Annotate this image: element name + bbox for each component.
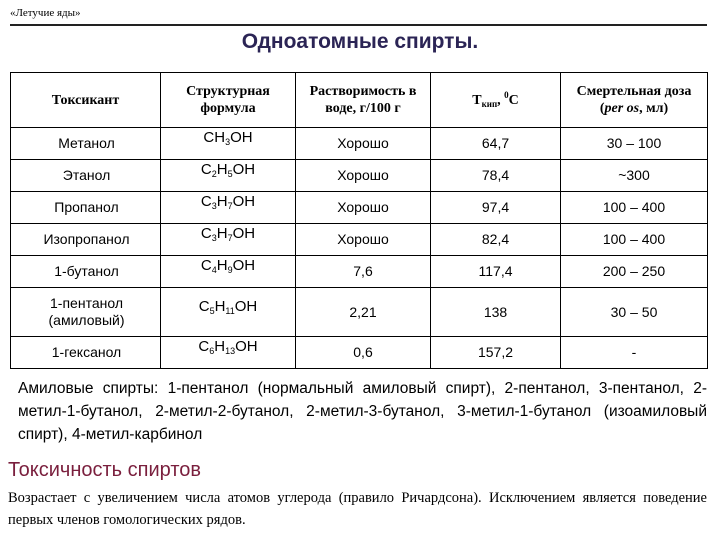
cell-lethal-dose: 30 – 100: [561, 128, 708, 160]
table-row: [11, 337, 708, 369]
toxicity-note: Возрастает с увеличением числа атомов углерода (правило Ричардсона). Исключением является поведение первых членов гомологических рядов.: [8, 490, 707, 528]
cell-lethal-dose: -: [561, 337, 708, 369]
cell-formula: $C_3H_7OH$: [161, 192, 296, 224]
section-title: Токсичность спиртов: [8, 459, 202, 481]
col-header-toxicant: Токсикант: [11, 73, 161, 128]
cell-toxicant: 1-пентанол (амиловый): [11, 288, 161, 337]
amyl-alcohols-paragraph: Амиловые спирты: 1-пентанол (нормальный амиловый спирт), 2-пентанол, 3-пентанол, 2-метил-1-бутанол, 2-метил-2-бутанол, 2-метил-3-бутанол, 3-метил-1-бутанол (изоамиловый спирт), 4-метил-карбинол: [18, 380, 707, 443]
cell-toxicant: 1-бутанол: [11, 256, 161, 288]
cell-solubility: 7,6: [296, 256, 431, 288]
cell-boiling-point: 82,4: [431, 224, 561, 256]
table-row: [11, 288, 708, 337]
cell-solubility: Хорошо: [296, 192, 431, 224]
cell-boiling-point: 78,4: [431, 160, 561, 192]
cell-solubility: 0,6: [296, 337, 431, 369]
cell-lethal-dose: 100 – 400: [561, 224, 708, 256]
cell-boiling-point: 138: [431, 288, 561, 337]
cell-toxicant: Пропанол: [11, 192, 161, 224]
table-row: [11, 160, 708, 192]
cell-formula: $C_2H_5OH$: [161, 160, 296, 192]
cell-formula: $C_6H_{13}OH$: [161, 337, 296, 369]
col-header-formula: Структурная формула: [161, 73, 296, 128]
cell-formula: $C_5H_{11}OH$: [161, 288, 296, 337]
table-header-row: [11, 73, 708, 128]
header-rule: [10, 24, 707, 26]
cell-formula: $CH_3OH$: [161, 128, 296, 160]
cell-boiling-point: 97,4: [431, 192, 561, 224]
cell-solubility: 2,21: [296, 288, 431, 337]
cell-lethal-dose: 100 – 400: [561, 192, 708, 224]
table-row: [11, 256, 708, 288]
alcohols-table: [10, 72, 708, 369]
cell-toxicant: Этанол: [11, 160, 161, 192]
page-header: «Летучие яды»: [10, 7, 81, 19]
cell-solubility: Хорошо: [296, 224, 431, 256]
col-header-boiling: $Т_{кип}$, $^0$С: [431, 73, 561, 128]
cell-lethal-dose: 30 – 50: [561, 288, 708, 337]
cell-lethal-dose: ~300: [561, 160, 708, 192]
cell-toxicant: 1-гексанол: [11, 337, 161, 369]
cell-toxicant: Изопропанол: [11, 224, 161, 256]
page-title: Одноатомные спирты.: [241, 30, 479, 53]
cell-formula: $C_4H_9OH$: [161, 256, 296, 288]
cell-boiling-point: 64,7: [431, 128, 561, 160]
col-header-solubility: Растворимость в воде, г/100 г: [296, 73, 431, 128]
cell-boiling-point: 117,4: [431, 256, 561, 288]
table-row: [11, 192, 708, 224]
cell-boiling-point: 157,2: [431, 337, 561, 369]
cell-toxicant: Метанол: [11, 128, 161, 160]
col-header-lethal-dose: Смертельная доза (per os, мл): [561, 73, 708, 128]
table-row: [11, 224, 708, 256]
table-row: [11, 128, 708, 160]
cell-solubility: Хорошо: [296, 160, 431, 192]
cell-lethal-dose: 200 – 250: [561, 256, 708, 288]
cell-formula: $C_3H_7OH$: [161, 224, 296, 256]
cell-solubility: Хорошо: [296, 128, 431, 160]
